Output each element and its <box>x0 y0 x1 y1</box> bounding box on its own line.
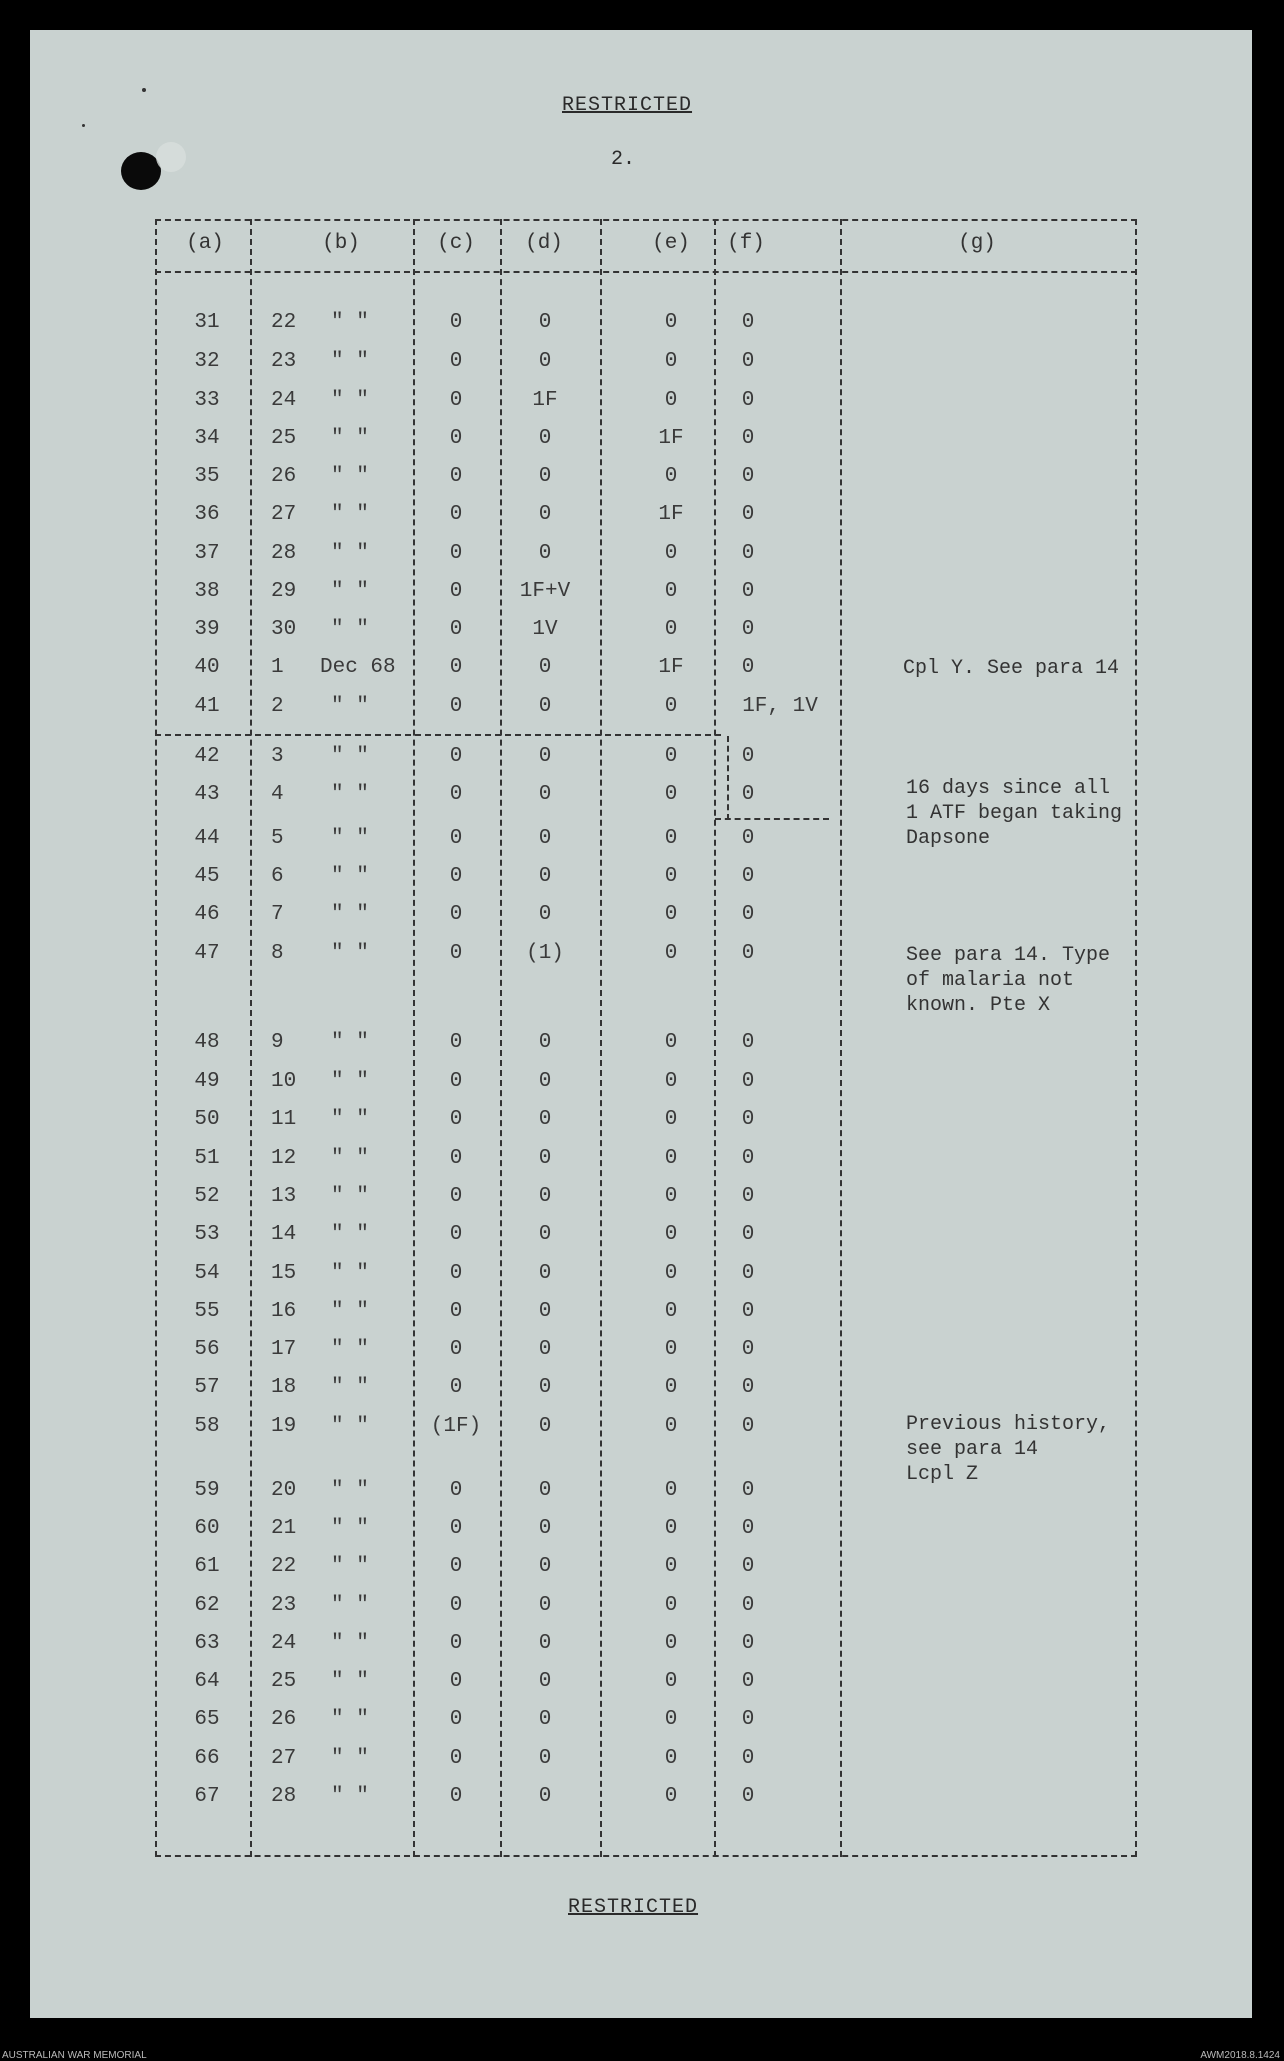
note-dapsone: 16 days since all 1 ATF began taking Dapsone <box>906 777 1123 850</box>
cell-e: 0 <box>664 827 678 850</box>
header-divider <box>155 271 1137 273</box>
cell-a: 33 <box>194 389 220 412</box>
cell-d: 0 <box>538 1594 552 1617</box>
cell-c: 0 <box>449 1708 463 1731</box>
cell-d: 0 <box>538 1147 552 1170</box>
cell-f: 0 <box>741 1632 755 1655</box>
cell-e: 0 <box>664 1517 678 1540</box>
cell-d: 1V <box>532 618 558 641</box>
cell-b: 28 <box>271 1785 297 1808</box>
punch-hole-tear <box>156 142 186 172</box>
cell-f: 1F, 1V <box>742 695 818 718</box>
cell-e: 0 <box>664 1670 678 1693</box>
cell-e: 0 <box>664 465 678 488</box>
col-divider-ab <box>250 219 252 1857</box>
cell-d: 0 <box>538 1300 552 1323</box>
cell-b: 17 <box>271 1338 297 1361</box>
cell-e: 0 <box>664 618 678 641</box>
cell-c: 0 <box>449 1594 463 1617</box>
cell-d: 0 <box>538 1632 552 1655</box>
cell-d: 0 <box>538 1708 552 1731</box>
row-divider <box>155 734 721 736</box>
cell-e: 0 <box>664 903 678 926</box>
cell-c: 0 <box>449 580 463 603</box>
cell-a: 48 <box>194 1031 220 1054</box>
cell-a: 52 <box>194 1185 220 1208</box>
cell-c: 0 <box>449 1479 463 1502</box>
cell-e: 0 <box>664 1223 678 1246</box>
col-divider-ef <box>714 219 716 1857</box>
cell-f: 0 <box>741 618 755 641</box>
cell-d: 0 <box>538 1223 552 1246</box>
cell-d: 0 <box>538 783 552 806</box>
cell-m: " " <box>331 503 369 526</box>
cell-a: 50 <box>194 1108 220 1131</box>
restricted-footer: RESTRICTED <box>568 1896 699 1919</box>
cell-c: 0 <box>449 1747 463 1770</box>
cell-b: 28 <box>271 542 297 565</box>
cell-b: 26 <box>271 1708 297 1731</box>
cell-a: 42 <box>194 745 220 768</box>
cell-m: " " <box>331 311 369 334</box>
cell-a: 39 <box>194 618 220 641</box>
cell-f: 0 <box>741 465 755 488</box>
cell-e: 0 <box>664 1262 678 1285</box>
cell-m: " " <box>331 1517 369 1540</box>
cell-f: 0 <box>741 1708 755 1731</box>
cell-b: 24 <box>271 1632 297 1655</box>
cell-d: 0 <box>538 542 552 565</box>
cell-a: 62 <box>194 1594 220 1617</box>
cell-m: " " <box>331 580 369 603</box>
cell-c: 0 <box>449 942 463 965</box>
cell-b: 6 <box>271 865 284 888</box>
cell-m: " " <box>331 1070 369 1093</box>
cell-d: 1F <box>532 389 558 412</box>
col-header-f: (f) <box>727 232 765 255</box>
cell-d: 0 <box>538 1517 552 1540</box>
cell-m: " " <box>331 1708 369 1731</box>
cell-f: 0 <box>741 1555 755 1578</box>
cell-c: 0 <box>449 1070 463 1093</box>
cell-m: " " <box>331 542 369 565</box>
cell-e: 0 <box>664 542 678 565</box>
cell-m: " " <box>331 1262 369 1285</box>
cell-f: 0 <box>741 1785 755 1808</box>
cell-m: " " <box>331 1747 369 1770</box>
cell-a: 54 <box>194 1262 220 1285</box>
cell-c: 0 <box>449 542 463 565</box>
cell-c: 0 <box>449 695 463 718</box>
cell-f: 0 <box>741 389 755 412</box>
cell-b: 24 <box>271 389 297 412</box>
cell-b: 26 <box>271 465 297 488</box>
cell-a: 66 <box>194 1747 220 1770</box>
cell-d: 0 <box>538 1670 552 1693</box>
cell-a: 59 <box>194 1479 220 1502</box>
cell-c: 0 <box>449 1517 463 1540</box>
cell-d: 0 <box>538 656 552 679</box>
cell-c: 0 <box>449 745 463 768</box>
cell-f: 0 <box>741 783 755 806</box>
col-divider-cd <box>500 219 502 1857</box>
cell-e: 0 <box>664 1415 678 1438</box>
punch-hole <box>121 152 161 190</box>
cell-a: 47 <box>194 942 220 965</box>
cell-b: 19 <box>271 1415 297 1438</box>
cell-c: 0 <box>449 503 463 526</box>
speck <box>142 88 146 92</box>
cell-e: 0 <box>664 1147 678 1170</box>
cell-b: 9 <box>271 1031 284 1054</box>
cell-f: 0 <box>741 350 755 373</box>
cell-d: 0 <box>538 827 552 850</box>
cell-a: 57 <box>194 1376 220 1399</box>
cell-m: " " <box>331 1031 369 1054</box>
cell-d: 0 <box>538 1785 552 1808</box>
cell-e: 0 <box>664 1108 678 1131</box>
cell-a: 41 <box>194 695 220 718</box>
cell-f: 0 <box>741 580 755 603</box>
cell-e: 1F <box>658 503 684 526</box>
cell-d: 0 <box>538 503 552 526</box>
cell-c: 0 <box>449 1108 463 1131</box>
cell-m: " " <box>331 1594 369 1617</box>
cell-e: 1F <box>658 427 684 450</box>
cell-e: 0 <box>664 695 678 718</box>
cell-c: 0 <box>449 1670 463 1693</box>
institution-credit: AUSTRALIAN WAR MEMORIAL <box>2 2050 147 2061</box>
cell-a: 45 <box>194 865 220 888</box>
cell-f: 0 <box>741 1147 755 1170</box>
cell-e: 0 <box>664 1338 678 1361</box>
cell-b: 3 <box>271 745 284 768</box>
cell-m: " " <box>331 1632 369 1655</box>
cell-b: 10 <box>271 1070 297 1093</box>
cell-e: 0 <box>664 1747 678 1770</box>
restricted-header: RESTRICTED <box>562 94 693 117</box>
cell-e: 0 <box>664 389 678 412</box>
cell-a: 44 <box>194 827 220 850</box>
cell-b: 27 <box>271 503 297 526</box>
cell-f: 0 <box>741 1517 755 1540</box>
cell-m: " " <box>331 389 369 412</box>
cell-c: 0 <box>449 827 463 850</box>
cell-m: " " <box>331 1338 369 1361</box>
cell-b: 5 <box>271 827 284 850</box>
cell-m: " " <box>331 1185 369 1208</box>
cell-f: 0 <box>741 903 755 926</box>
reference-number: AWM2018.8.1424 <box>1200 2050 1280 2061</box>
cell-d: 0 <box>538 1747 552 1770</box>
cell-c: 0 <box>449 1031 463 1054</box>
cell-d: 0 <box>538 1070 552 1093</box>
speck <box>82 124 85 127</box>
row-divider-f <box>715 818 829 820</box>
cell-d: 0 <box>538 1479 552 1502</box>
cell-c: 0 <box>449 1262 463 1285</box>
cell-m: " " <box>331 1376 369 1399</box>
cell-m: " " <box>331 942 369 965</box>
cell-c: 0 <box>449 1223 463 1246</box>
cell-b: 12 <box>271 1147 297 1170</box>
cell-d: 0 <box>538 865 552 888</box>
cell-d: 0 <box>538 350 552 373</box>
cell-a: 61 <box>194 1555 220 1578</box>
cell-e: 0 <box>664 942 678 965</box>
cell-a: 51 <box>194 1147 220 1170</box>
cell-f: 0 <box>741 427 755 450</box>
note-cpl-y: Cpl Y. See para 14 <box>903 657 1120 680</box>
cell-f: 0 <box>741 865 755 888</box>
col-divider-bc <box>413 219 415 1857</box>
cell-c: 0 <box>449 903 463 926</box>
cell-b: 25 <box>271 1670 297 1693</box>
divider-stub <box>727 736 729 820</box>
cell-f: 0 <box>741 503 755 526</box>
cell-b: 23 <box>271 350 297 373</box>
cell-m: " " <box>331 1223 369 1246</box>
cell-e: 0 <box>664 1785 678 1808</box>
cell-f: 0 <box>741 1070 755 1093</box>
cell-f: 0 <box>741 1594 755 1617</box>
col-header-g: (g) <box>958 232 996 255</box>
col-divider-de <box>600 219 602 1857</box>
cell-b: 2 <box>271 695 284 718</box>
col-header-e: (e) <box>652 232 690 255</box>
cell-m: " " <box>331 1415 369 1438</box>
cell-f: 0 <box>741 1223 755 1246</box>
cell-e: 0 <box>664 1632 678 1655</box>
cell-m: " " <box>331 350 369 373</box>
cell-d: (1) <box>526 942 564 965</box>
cell-e: 1F <box>658 656 684 679</box>
cell-e: 0 <box>664 1031 678 1054</box>
cell-f: 0 <box>741 1338 755 1361</box>
cell-m: " " <box>331 1147 369 1170</box>
cell-b: 4 <box>271 783 284 806</box>
col-header-b: (b) <box>322 232 360 255</box>
cell-b: 29 <box>271 580 297 603</box>
col-header-d: (d) <box>525 232 563 255</box>
cell-a: 40 <box>194 656 220 679</box>
cell-d: 0 <box>538 903 552 926</box>
cell-a: 43 <box>194 783 220 806</box>
cell-m: " " <box>331 427 369 450</box>
cell-c: 0 <box>449 427 463 450</box>
cell-f: 0 <box>741 1479 755 1502</box>
page-number: 2. <box>611 148 636 171</box>
cell-b: 22 <box>271 1555 297 1578</box>
cell-e: 0 <box>664 1070 678 1093</box>
cell-c: 0 <box>449 1300 463 1323</box>
cell-e: 0 <box>664 1555 678 1578</box>
cell-e: 0 <box>664 745 678 768</box>
cell-b: 30 <box>271 618 297 641</box>
cell-a: 37 <box>194 542 220 565</box>
cell-f: 0 <box>741 827 755 850</box>
cell-d: 0 <box>538 1338 552 1361</box>
cell-e: 0 <box>664 1185 678 1208</box>
cell-f: 0 <box>741 1031 755 1054</box>
cell-f: 0 <box>741 1415 755 1438</box>
cell-e: 0 <box>664 1708 678 1731</box>
cell-f: 0 <box>741 942 755 965</box>
cell-m: " " <box>331 695 369 718</box>
cell-c: 0 <box>449 656 463 679</box>
cell-a: 63 <box>194 1632 220 1655</box>
cell-m: Dec 68 <box>320 656 396 679</box>
cell-a: 31 <box>194 311 220 334</box>
cell-f: 0 <box>741 1300 755 1323</box>
cell-e: 0 <box>664 1479 678 1502</box>
cell-d: 0 <box>538 1108 552 1131</box>
cell-d: 0 <box>538 311 552 334</box>
cell-d: 0 <box>538 1262 552 1285</box>
cell-c: 0 <box>449 783 463 806</box>
cell-d: 0 <box>538 695 552 718</box>
cell-a: 35 <box>194 465 220 488</box>
col-header-a: (a) <box>186 232 224 255</box>
cell-e: 0 <box>664 1300 678 1323</box>
cell-a: 38 <box>194 580 220 603</box>
cell-d: 1F+V <box>519 580 571 603</box>
cell-f: 0 <box>741 1747 755 1770</box>
cell-e: 0 <box>664 311 678 334</box>
cell-m: " " <box>331 1785 369 1808</box>
cell-c: 0 <box>449 1555 463 1578</box>
cell-d: 0 <box>538 427 552 450</box>
cell-d: 0 <box>538 745 552 768</box>
cell-c: 0 <box>449 1338 463 1361</box>
cell-a: 60 <box>194 1517 220 1540</box>
cell-a: 34 <box>194 427 220 450</box>
cell-e: 0 <box>664 580 678 603</box>
cell-f: 0 <box>741 1376 755 1399</box>
cell-m: " " <box>331 1670 369 1693</box>
cell-d: 0 <box>538 465 552 488</box>
cell-f: 0 <box>741 311 755 334</box>
cell-a: 65 <box>194 1708 220 1731</box>
cell-c: 0 <box>449 1376 463 1399</box>
cell-c: 0 <box>449 865 463 888</box>
cell-a: 36 <box>194 503 220 526</box>
cell-c: 0 <box>449 1632 463 1655</box>
cell-b: 22 <box>271 311 297 334</box>
cell-b: 23 <box>271 1594 297 1617</box>
cell-d: 0 <box>538 1376 552 1399</box>
cell-d: 0 <box>538 1555 552 1578</box>
cell-b: 11 <box>271 1108 297 1131</box>
cell-c: 0 <box>449 618 463 641</box>
cell-c: 0 <box>449 465 463 488</box>
cell-m: " " <box>331 465 369 488</box>
cell-b: 8 <box>271 942 284 965</box>
cell-e: 0 <box>664 865 678 888</box>
cell-m: " " <box>331 865 369 888</box>
cell-c: 0 <box>449 1185 463 1208</box>
cell-m: " " <box>331 827 369 850</box>
cell-b: 1 <box>271 656 284 679</box>
cell-d: 0 <box>538 1185 552 1208</box>
cell-c: (1F) <box>430 1415 482 1438</box>
cell-a: 55 <box>194 1300 220 1323</box>
cell-a: 64 <box>194 1670 220 1693</box>
cell-a: 67 <box>194 1785 220 1808</box>
cell-e: 0 <box>664 783 678 806</box>
cell-c: 0 <box>449 1785 463 1808</box>
cell-e: 0 <box>664 350 678 373</box>
cell-e: 0 <box>664 1376 678 1399</box>
cell-e: 0 <box>664 1594 678 1617</box>
cell-a: 46 <box>194 903 220 926</box>
cell-a: 53 <box>194 1223 220 1246</box>
cell-m: " " <box>331 903 369 926</box>
cell-c: 0 <box>449 1147 463 1170</box>
cell-f: 0 <box>741 1262 755 1285</box>
cell-c: 0 <box>449 311 463 334</box>
note-lcpl-z: Previous history, see para 14 Lcpl Z <box>906 1413 1111 1486</box>
cell-f: 0 <box>741 1185 755 1208</box>
cell-c: 0 <box>449 389 463 412</box>
cell-b: 20 <box>271 1479 297 1502</box>
cell-d: 0 <box>538 1415 552 1438</box>
cell-b: 16 <box>271 1300 297 1323</box>
cell-b: 15 <box>271 1262 297 1285</box>
cell-m: " " <box>331 618 369 641</box>
note-pte-x: See para 14. Type of malaria not known. Pte X <box>906 944 1111 1017</box>
cell-f: 0 <box>741 1108 755 1131</box>
cell-m: " " <box>331 783 369 806</box>
cell-f: 0 <box>741 1670 755 1693</box>
table-border <box>155 219 1137 1857</box>
cell-c: 0 <box>449 350 463 373</box>
col-header-c: (c) <box>437 232 475 255</box>
cell-a: 58 <box>194 1415 220 1438</box>
cell-m: " " <box>331 745 369 768</box>
cell-m: " " <box>331 1479 369 1502</box>
cell-f: 0 <box>741 542 755 565</box>
cell-b: 21 <box>271 1517 297 1540</box>
cell-b: 13 <box>271 1185 297 1208</box>
cell-f: 0 <box>741 745 755 768</box>
cell-b: 25 <box>271 427 297 450</box>
cell-b: 14 <box>271 1223 297 1246</box>
cell-a: 32 <box>194 350 220 373</box>
cell-a: 49 <box>194 1070 220 1093</box>
cell-b: 27 <box>271 1747 297 1770</box>
col-divider-fg <box>840 219 842 1857</box>
cell-b: 18 <box>271 1376 297 1399</box>
cell-m: " " <box>331 1300 369 1323</box>
cell-b: 7 <box>271 903 284 926</box>
cell-m: " " <box>331 1108 369 1131</box>
cell-m: " " <box>331 1555 369 1578</box>
cell-f: 0 <box>741 656 755 679</box>
cell-a: 56 <box>194 1338 220 1361</box>
cell-d: 0 <box>538 1031 552 1054</box>
